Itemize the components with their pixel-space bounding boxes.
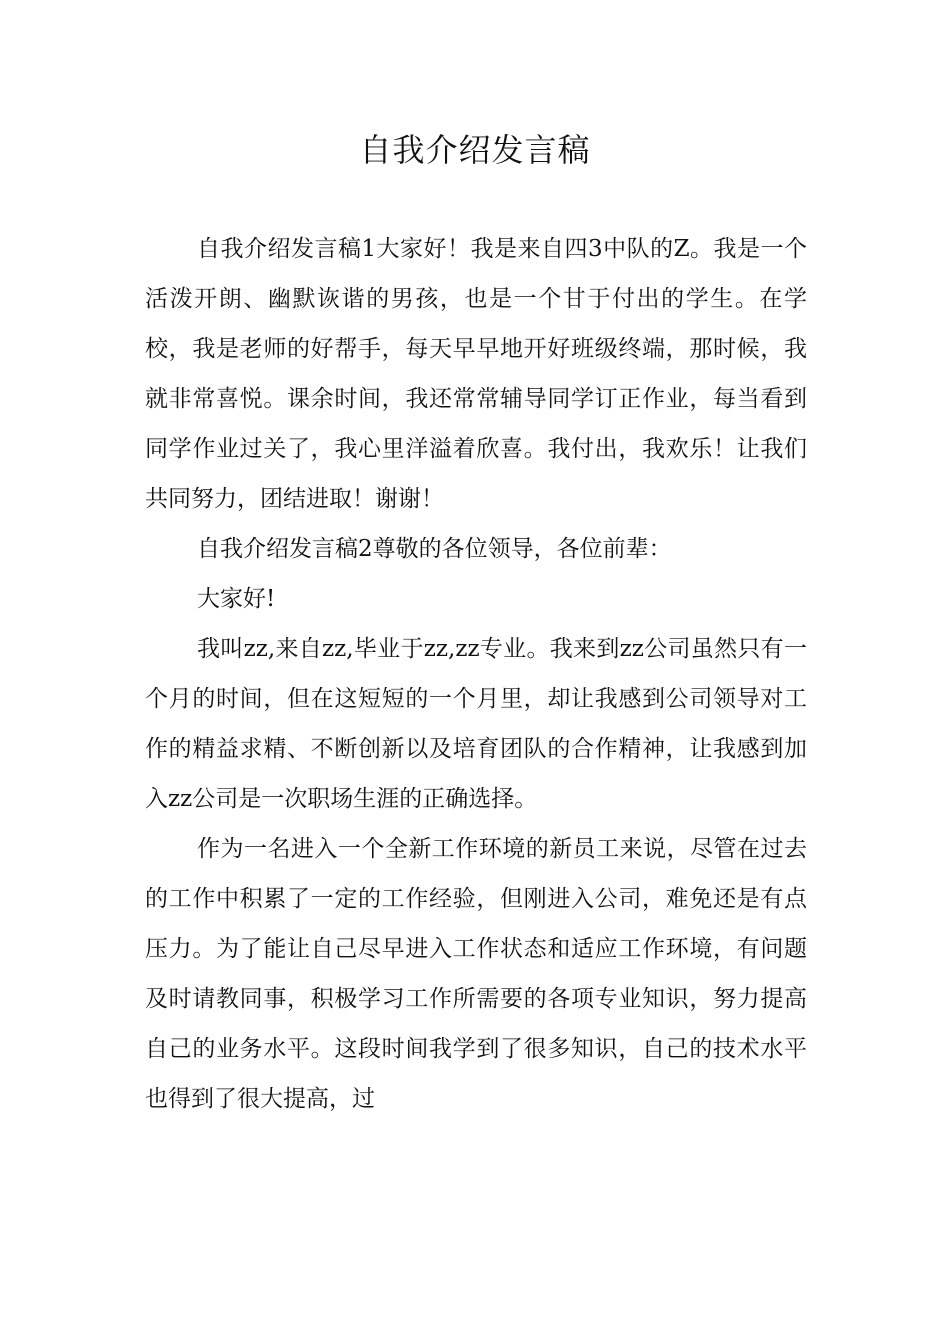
paragraph-self-intro-1: 自我介绍发言稿1大家好！我是来自四3中队的Z。我是一个活泼开朗、幽默诙谐的男孩，也是一个甘于付出的学生。在学校，我是老师的好帮手，每天早早地开好班级终端，那时候，我就非常喜悦。课余时间，我还常常辅导同学订正作业，每当看到同学作业过关了，我心里洋溢着欣喜。我付出，我欢乐！让我们共同努力，团结进取！谢谢！ <box>145 236 807 512</box>
paragraph-greeting: 大家好! <box>197 586 276 612</box>
paragraph-self-intro-2-salutation: 自我介绍发言稿2尊敬的各位领导，各位前辈： <box>197 536 672 562</box>
document-body <box>145 224 807 1124</box>
paragraph-introduction: 我叫zz,来自zz,毕业于zz,zz专业。我来到zz公司虽然只有一个月的时间，但在这短短的一个月里，却让我感到公司领导对工作的精益求精、不断创新以及培育团队的合作精神，让我感到加入zz公司是一次职场生涯的正确选择。 <box>145 636 807 812</box>
paragraph-new-employee: 作为一名进入一个全新工作环境的新员工来说，尽管在过去的工作中积累了一定的工作经验，但刚进入公司，难免还是有点压力。为了能让自己尽早进入工作状态和适应工作环境，有问题及时请教同事，积极学习工作所需要的各项专业知识，努力提高自己的业务水平。这段时间我学到了很多知识，自己的技术水平也得到了很大提高，过 <box>145 836 807 1112</box>
document-title: 自我介绍发言稿 <box>359 131 591 169</box>
